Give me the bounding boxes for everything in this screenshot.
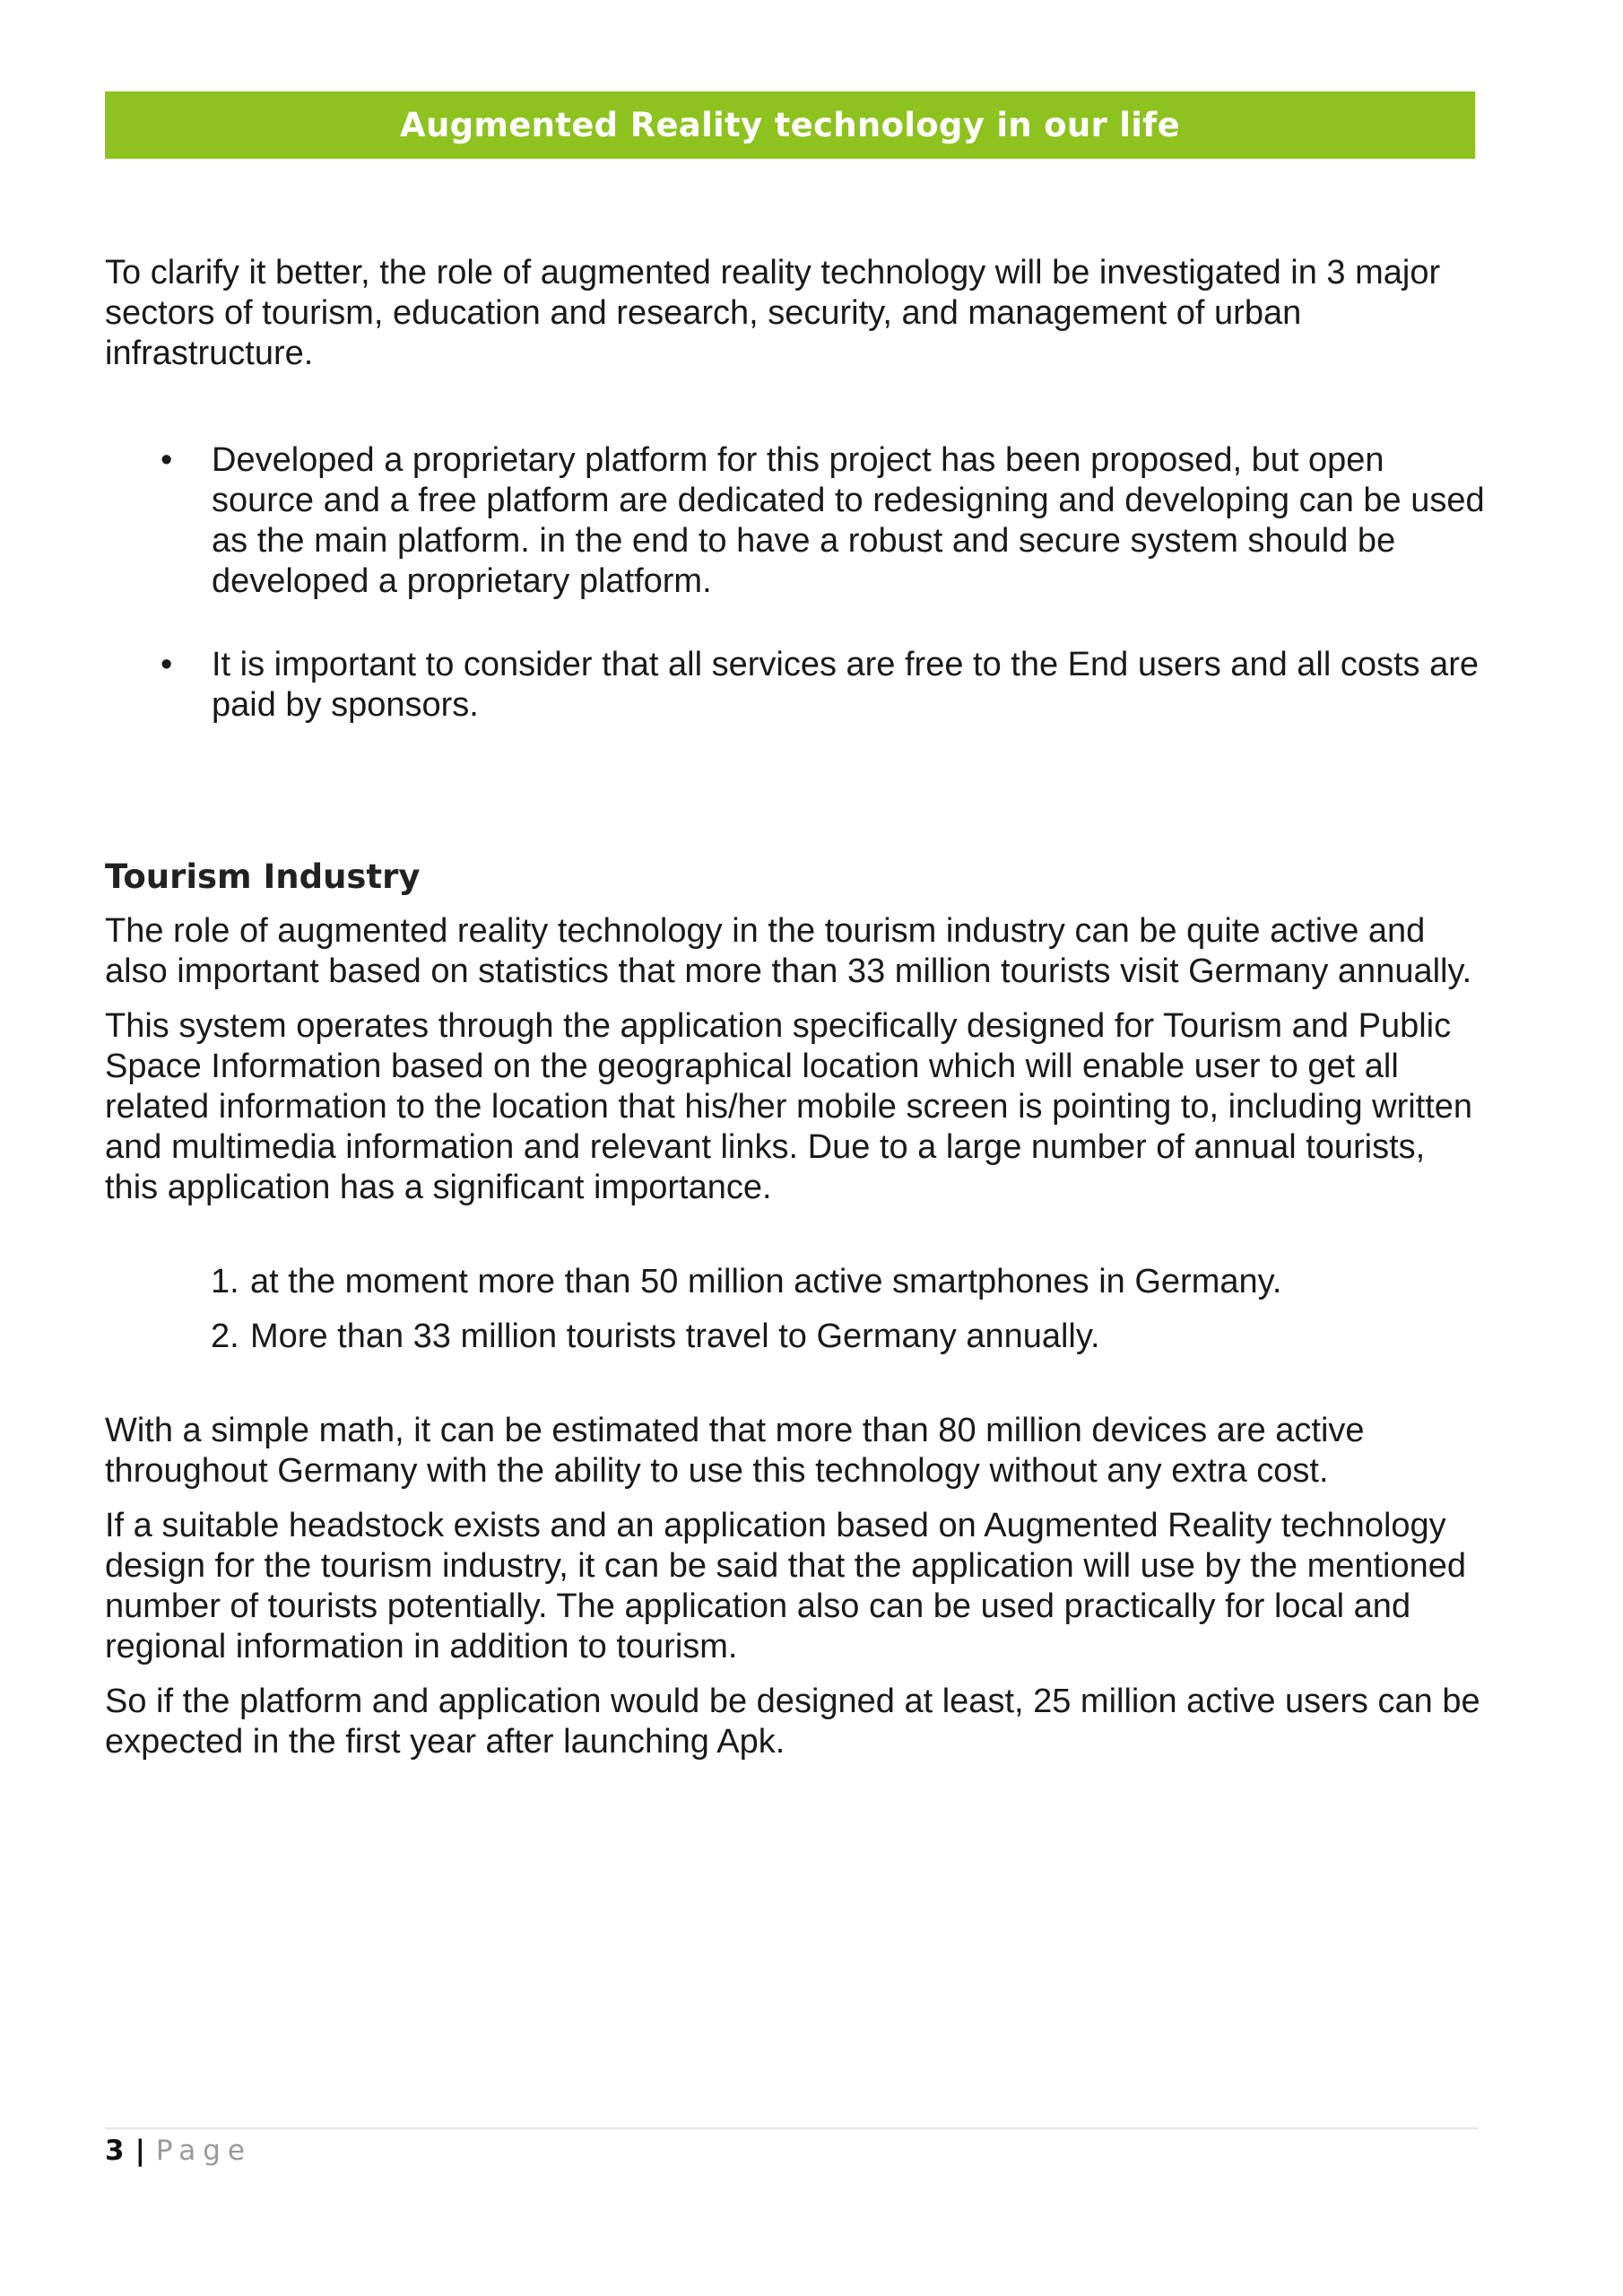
numbered-item-label: 1. <box>211 1263 239 1300</box>
footer-separator: | <box>135 2135 145 2167</box>
bullet-text: It is important to consider that all services are free to the End users and all costs are paid by sponsors. <box>212 646 1480 724</box>
closing-paragraph: If a suitable headstock exists and an application based on Augmented Reality technology design for the tourism industry, it can be said that the application will use by the mentioned number of tourists potentially. The application also can be used practically for local and regional information in addition to tourism. <box>105 1507 1467 1665</box>
numbered-item <box>105 1262 1486 1302</box>
page-number: 3 <box>105 2135 125 2167</box>
page-title: Augmented Reality technology in our life <box>400 106 1180 144</box>
intro-paragraph: To clarify it better, the role of augmented reality technology will be investigated in 3 major sectors of tourism, education and research, security, and management of urban infrastructure. <box>105 254 1441 372</box>
numbered-item <box>105 1317 1486 1357</box>
closing-paragraph: So if the platform and application would be designed at least, 25 million active users can be expected in the first year after launching Apk. <box>105 1683 1480 1761</box>
numbered-item-label: 2. <box>211 1318 239 1355</box>
bullet-icon: • <box>161 441 173 479</box>
bullet-text: Developed a proprietary platform for this project has been proposed, but open source and a free platform are dedicated to redesigning and developing can be used as the main platform. in the end to have a robust and secure system should be developed a proprietary platform. <box>212 441 1485 600</box>
bullet-item <box>105 645 1486 726</box>
footer-divider <box>105 2127 1479 2129</box>
tourism-paragraph: The role of augmented reality technology in the tourism industry can be quite active and also important based on statistics that more than 33 million tourists visit Germany annually. <box>105 912 1472 990</box>
header-bar <box>105 91 1475 159</box>
bullet-list <box>105 440 1486 726</box>
numbered-item-text: More than 33 million tourists travel to Germany annually. <box>250 1318 1100 1355</box>
bullet-item <box>105 440 1486 602</box>
bullet-icon: • <box>161 646 173 683</box>
numbered-item-text: at the moment more than 50 million active smartphones in Germany. <box>250 1263 1282 1300</box>
document-body <box>105 253 1486 1777</box>
section-heading-tourism: Tourism Industry <box>105 857 421 896</box>
closing-paragraph: With a simple math, it can be estimated that more than 80 million devices are active throughout Germany with the ability to use this technology without any extra cost. <box>105 1412 1365 1490</box>
page-footer <box>105 2133 252 2169</box>
tourism-paragraph: This system operates through the application specifically designed for Tourism and Public Space Information based on the geographical location which will enable user to get all related information to the location that his/her mobile screen is pointing to, including written and multimedia information and relevant links. Due to a large number of annual tourists, this application has a significant importance. <box>105 1007 1473 1206</box>
numbered-list <box>105 1262 1486 1357</box>
page-label: Page <box>155 2135 252 2167</box>
